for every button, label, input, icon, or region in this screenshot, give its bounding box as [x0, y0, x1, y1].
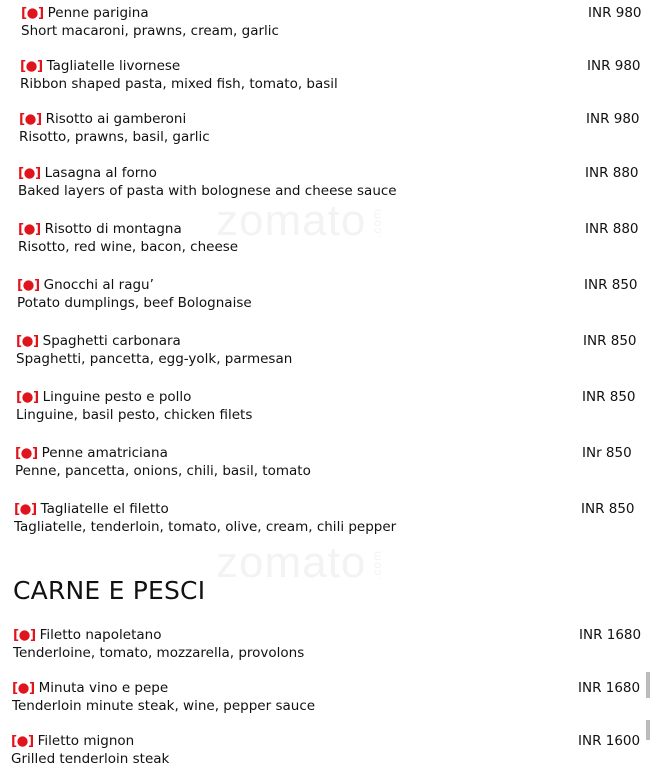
menu-item [16, 332, 646, 368]
menu-item [21, 4, 650, 40]
dish-marker-icon: [●] [12, 680, 35, 696]
dish-description: Spaghetti, pancetta, egg-yolk, parmesan [16, 351, 293, 367]
dish-price: INR 850 [581, 501, 635, 517]
dish-price: INR 980 [588, 5, 642, 21]
menu-item [16, 388, 646, 424]
dish-description: Risotto, prawns, basil, garlic [19, 129, 210, 145]
dish-name: Penne amatriciana [41, 445, 168, 461]
scan-edge-mark [646, 720, 650, 740]
dish-marker-icon: [●] [18, 165, 41, 181]
dish-name: Lasagna al forno [44, 165, 157, 181]
menu-item [18, 164, 648, 200]
menu-item [18, 220, 648, 256]
dish-name: Tagliatelle el filetto [40, 501, 169, 517]
dish-marker-icon: [●] [15, 445, 38, 461]
dish-price: INr 850 [582, 445, 632, 461]
dish-price: INR 850 [582, 389, 636, 405]
watermark: zomato .com [216, 196, 385, 245]
dish-price: INR 850 [583, 333, 637, 349]
dish-description: Linguine, basil pesto, chicken filets [16, 407, 253, 423]
dish-price: INR 880 [585, 221, 639, 237]
dish-description: Tenderloin minute steak, wine, pepper sauce [12, 698, 316, 714]
dish-description: Grilled tenderloin steak [11, 751, 170, 767]
dish-name: Spaghetti carbonara [42, 333, 181, 349]
dish-marker-icon: [●] [16, 389, 39, 405]
dish-price: INR 850 [584, 277, 638, 293]
menu-item [19, 110, 649, 146]
dish-description: Ribbon shaped pasta, mixed fish, tomato, basil [20, 76, 338, 92]
dish-price: INR 980 [587, 58, 641, 74]
dish-name: Linguine pesto e pollo [42, 389, 192, 405]
dish-name: Tagliatelle livornese [46, 58, 181, 74]
menu-item [15, 444, 645, 480]
menu-item [14, 500, 644, 536]
dish-name: Penne parigina [47, 5, 149, 21]
dish-price: INR 1600 [578, 733, 641, 749]
dish-name: Filetto napoletano [39, 627, 162, 643]
menu-item [20, 57, 650, 93]
dish-marker-icon: [●] [13, 627, 36, 643]
dish-description: Short macaroni, prawns, cream, garlic [21, 23, 279, 39]
dish-description: Tenderloine, tomato, mozzarella, provolons [13, 645, 305, 661]
menu-item [17, 276, 647, 312]
dish-price: INR 880 [585, 165, 639, 181]
dish-marker-icon: [●] [16, 333, 39, 349]
dish-name: Filetto mignon [37, 733, 135, 749]
dish-marker-icon: [●] [21, 5, 44, 21]
dish-marker-icon: [●] [19, 111, 42, 127]
dish-marker-icon: [●] [20, 58, 43, 74]
dish-description: Potato dumplings, beef Bolognaise [17, 295, 252, 311]
section-title: CARNE E PESCI [13, 576, 206, 605]
dish-name: Risotto ai gamberoni [45, 111, 187, 127]
dish-name: Risotto di montagna [44, 221, 182, 237]
dish-name: Gnocchi al ragu’ [43, 277, 154, 293]
dish-price: INR 980 [586, 111, 640, 127]
dish-name: Minuta vino e pepe [38, 680, 169, 696]
dish-marker-icon: [●] [17, 277, 40, 293]
dish-description: Tagliatelle, tenderloin, tomato, olive, cream, chili pepper [14, 519, 397, 535]
watermark: zomato .com [216, 538, 385, 587]
dish-description: Risotto, red wine, bacon, cheese [18, 239, 239, 255]
menu-item [11, 732, 641, 768]
dish-price: INR 1680 [579, 627, 642, 643]
dish-marker-icon: [●] [18, 221, 41, 237]
menu-item [12, 679, 642, 715]
dish-description: Penne, pancetta, onions, chili, basil, tomato [15, 463, 311, 479]
dish-description: Baked layers of pasta with bolognese and cheese sauce [18, 183, 397, 199]
dish-marker-icon: [●] [11, 733, 34, 749]
scan-edge-mark [646, 672, 650, 698]
menu-item [13, 626, 643, 662]
dish-price: INR 1680 [578, 680, 641, 696]
dish-marker-icon: [●] [14, 501, 37, 517]
